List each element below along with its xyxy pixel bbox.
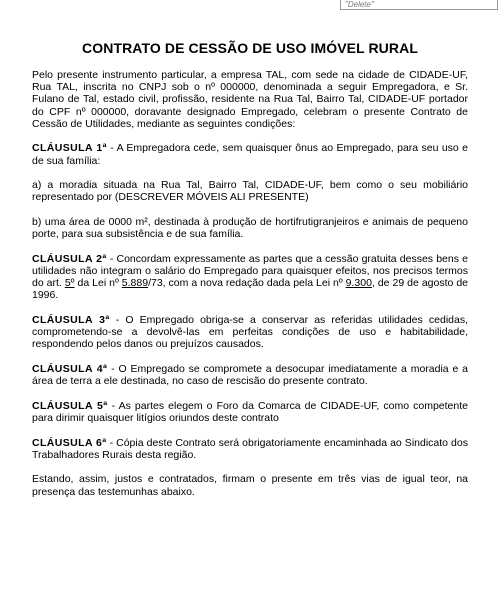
closing-paragraph: Estando, assim, justos e contratados, firmam o presente em três vias de igual teor, na presença das testemunhas abaixo. <box>32 473 468 498</box>
clause-1-label: CLÁUSULA 1ª <box>32 142 107 155</box>
instruction-note <box>340 0 498 10</box>
clause-3-text: - O Empregado obriga-se a conservar as referidas utilidades cedidas, comprometendo-se a devolvê-las em perfeitas condições de uso e habitabilidade, respondendo pelos danos ou prejuízos causados. <box>32 314 469 351</box>
article-link[interactable]: 5º <box>64 277 75 290</box>
contract-document <box>32 40 468 510</box>
clause-2-text-a: - Concordam expressamente as partes que a cessão gratuita desses bens e utilidades não integram o salário do Empregado para quaisquer efeitos, nos precisos termos do art. <box>32 252 468 290</box>
clause-5-text: - As partes elegem o Foro da Comarca de CIDADE-UF, como competente para dirimir quaisquer litígios oriundos deste contrato <box>32 399 468 424</box>
clause-6-text: - Cópia deste Contrato será obrigatoriamente encaminhada ao Sindicato dos Trabalhadores Rurais desta região. <box>32 436 468 461</box>
item-b: b) uma área de 0000 m², destinada à produção de hortifrutigranjeiros e animais de pequeno porte, para sua subsistência e de sua família. <box>32 216 468 241</box>
clause-5-label: CLÁUSULA 5ª <box>32 399 108 412</box>
clause-4-label: CLÁUSULA 4ª <box>32 363 108 375</box>
clause-3 <box>32 314 468 351</box>
item-a: a) a moradia situada na Rua Tal, Bairro Tal, CIDADE-UF, bem como o seu mobiliário representado por (DESCREVER MÓVEIS ALI PRESENTE) <box>32 179 468 204</box>
clause-4 <box>32 363 468 387</box>
clause-6-label: CLÁUSULA 6ª <box>32 436 107 449</box>
clause-2-text-b: da Lei nº <box>74 277 122 290</box>
clause-5 <box>32 400 468 424</box>
clause-4-text: - O Empregado se compromete a desocupar imediatamente a moradia e a área de terra a ele destinada, no caso de rescisão do presente contrato. <box>32 363 468 388</box>
clause-1 <box>32 142 468 166</box>
clause-2-text-d: , de 29 de agosto de 1996. <box>32 277 468 302</box>
intro-paragraph: Pelo presente instrumento particular, a empresa TAL, com sede na cidade de CIDADE-UF, Rua TAL, inscrita no CNPJ sob o nº 000000, denominada a seguir Empregadora, e Sr. Fulano de Tal, estado civil, profissão, residente na Rua Tal, Bairro Tal, CIDADE-UF portador do CPF nº 000000, doravante designado Empregado, celebram o presente Contrato de Cessão de Utilidades, mediante as seguintes condições: <box>32 69 468 130</box>
clause-6 <box>32 437 468 461</box>
clause-2-text-c: /73, com a nova redação dada pela Lei nº <box>148 277 346 290</box>
clause-3-label: CLÁUSULA 3ª <box>32 314 110 326</box>
law-5889-link[interactable]: 5.889 <box>121 277 149 290</box>
document-title: CONTRATO DE CESSÃO DE USO IMÓVEL RURAL <box>82 40 418 56</box>
clause-2-label: CLÁUSULA 2ª <box>32 252 107 265</box>
clause-2 <box>32 253 468 302</box>
clause-1-text: - A Empregadora cede, sem quaisquer ônus ao Empregado, para seu uso e de sua família: <box>32 142 469 167</box>
law-9300-link[interactable]: 9.300 <box>345 277 372 290</box>
instruction-note-line2: "Delete" <box>345 0 374 9</box>
